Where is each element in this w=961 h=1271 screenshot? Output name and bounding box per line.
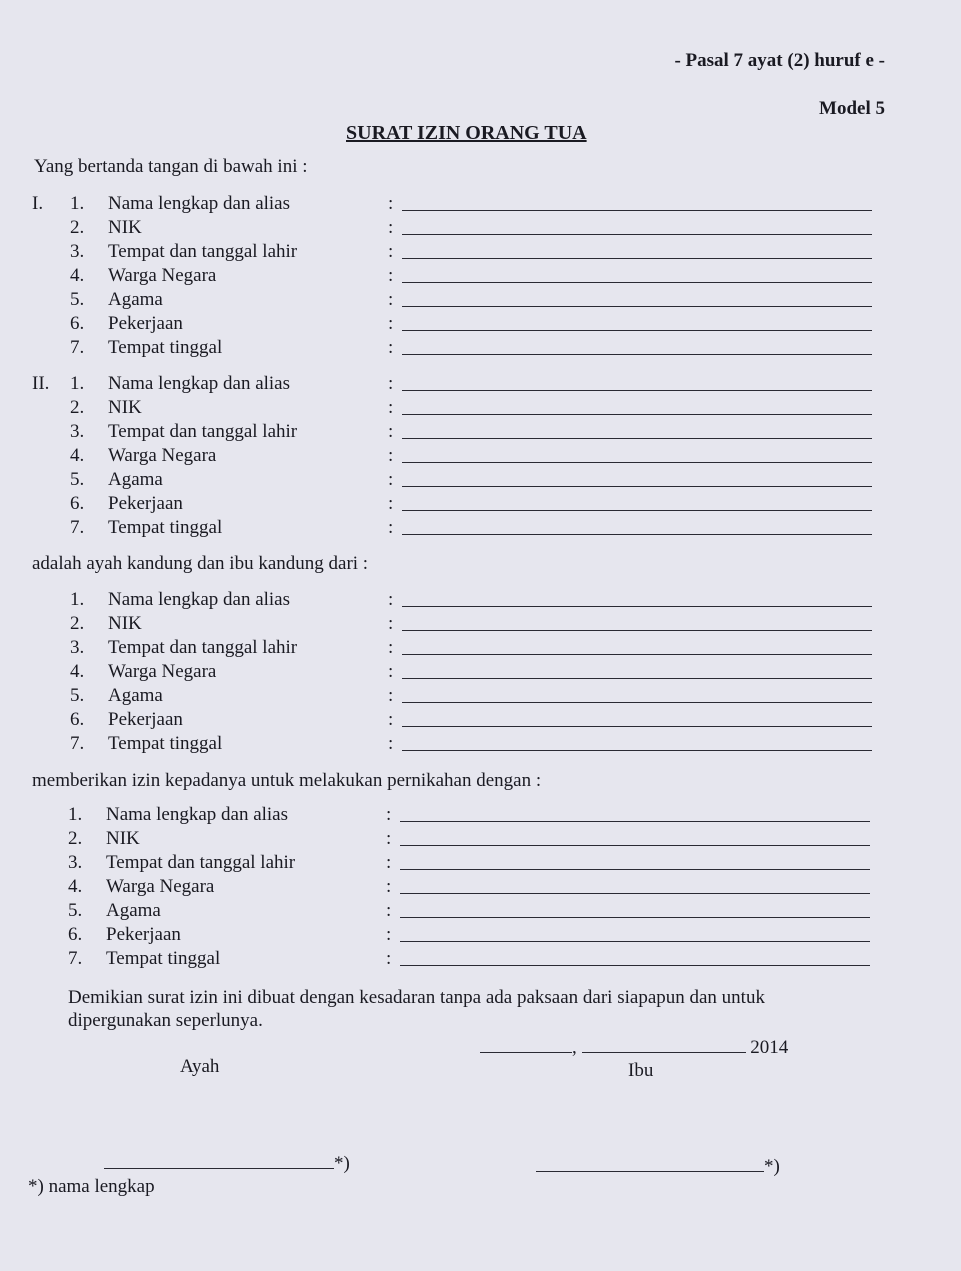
field-label: NIK [108,397,142,418]
field-number: 7. [70,517,85,538]
field-row [30,876,880,900]
field-row [32,421,882,445]
document-title: SURAT IZIN ORANG TUA [346,122,587,144]
field-row [32,517,882,541]
pasal-reference: - Pasal 7 ayat (2) huruf e - [674,50,885,71]
field-colon: : [388,661,394,682]
field-row [32,589,882,613]
mother-name-blank[interactable] [536,1171,764,1172]
fill-line[interactable] [402,390,872,391]
field-row [32,493,882,517]
field-colon: : [388,589,394,610]
field-colon: : [388,637,394,658]
father-label: Ayah [180,1056,220,1077]
field-row [32,313,882,337]
field-row [30,828,880,852]
fill-line[interactable] [402,510,872,511]
field-number: 3. [70,637,85,658]
field-colon: : [388,613,394,634]
field-colon: : [388,217,394,238]
field-label: Warga Negara [108,661,217,682]
field-row [32,613,882,637]
field-colon: : [386,876,392,897]
field-row [32,709,882,733]
field-number: 2. [70,397,85,418]
field-colon: : [388,709,394,730]
father-marker: *) [334,1153,350,1174]
field-row [32,685,882,709]
field-colon: : [388,265,394,286]
field-row [32,637,882,661]
fill-line[interactable] [402,306,872,307]
field-row [30,948,880,972]
field-row [32,337,882,361]
fill-line[interactable] [400,941,870,942]
field-label: Tempat dan tanggal lahir [106,852,296,873]
field-row [30,852,880,876]
closing-paragraph: Demikian surat izin ini dibuat dengan kesadaran tanpa ada paksaan dari siapapun dan untuk dipergunakan seperlunya. [68,987,765,1031]
field-label: Warga Negara [108,265,217,286]
field-row [30,924,880,948]
field-label: Nama lengkap dan alias [108,193,291,214]
field-number: 1. [68,804,83,825]
fill-line[interactable] [400,821,870,822]
field-row [32,241,882,265]
field-label: Tempat dan tanggal lahir [108,637,298,658]
field-number: 3. [70,241,85,262]
field-label: Pekerjaan [108,313,183,334]
field-label: Tempat tinggal [108,733,223,754]
fill-line[interactable] [400,869,870,870]
field-label: Agama [106,900,161,921]
fill-line[interactable] [402,414,872,415]
fill-line[interactable] [402,750,872,751]
field-number: 2. [70,217,85,238]
field-number: 2. [70,613,85,634]
field-label: Agama [108,685,163,706]
permission-text: memberikan izin kepadanya untuk melakukan pernikahan dengan : [32,770,542,791]
field-colon: : [388,337,394,358]
field-number: 3. [70,421,85,442]
field-number: 1. [70,373,85,394]
field-colon: : [388,373,394,394]
field-label: Pekerjaan [108,493,183,514]
field-colon: : [386,948,392,969]
field-row [32,217,882,241]
fill-line[interactable] [402,630,872,631]
field-colon: : [386,804,392,825]
field-row [32,265,882,289]
parents-of-text: adalah ayah kandung dan ibu kandung dari : [32,553,369,574]
father-name-blank[interactable] [104,1168,334,1169]
fill-line[interactable] [402,330,872,331]
field-colon: : [388,313,394,334]
year-text: 2014 [750,1037,789,1058]
field-label: Tempat dan tanggal lahir [108,241,298,262]
field-row [32,373,882,397]
field-number: 1. [70,589,85,610]
field-colon: : [386,924,392,945]
field-label: Tempat tinggal [108,517,223,538]
model-label: Model 5 [819,98,885,119]
field-row [32,733,882,757]
field-number: 6. [70,313,85,334]
roman-numeral: II. [32,373,50,394]
fill-line[interactable] [402,354,872,355]
fill-line[interactable] [402,654,872,655]
fill-line[interactable] [400,917,870,918]
fill-line[interactable] [402,438,872,439]
intro-text: Yang bertanda tangan di bawah ini : [34,156,308,177]
field-number: 2. [68,828,83,849]
place-blank[interactable] [480,1052,572,1053]
date-comma: , [572,1037,577,1058]
field-number: 7. [68,948,83,969]
field-number: 6. [70,493,85,514]
field-colon: : [388,445,394,466]
field-number: 4. [70,445,85,466]
fill-line[interactable] [402,258,872,259]
field-number: 5. [68,900,83,921]
mother-signature [536,1156,780,1178]
field-label: Agama [108,289,163,310]
field-colon: : [388,289,394,310]
field-row [32,397,882,421]
field-colon: : [388,241,394,262]
field-label: Agama [108,469,163,490]
fill-line[interactable] [402,210,872,211]
mother-marker: *) [764,1156,780,1177]
fill-line[interactable] [402,234,872,235]
field-number: 4. [70,661,85,682]
place-date-line [480,1037,788,1059]
fill-line[interactable] [402,606,872,607]
field-label: Pekerjaan [108,709,183,730]
field-colon: : [388,193,394,214]
field-row [32,193,882,217]
field-colon: : [386,828,392,849]
field-colon: : [386,900,392,921]
field-number: 5. [70,289,85,310]
field-number: 7. [70,337,85,358]
field-number: 6. [70,709,85,730]
field-label: Pekerjaan [106,924,181,945]
field-label: Warga Negara [106,876,215,897]
field-colon: : [388,685,394,706]
field-colon: : [388,397,394,418]
fill-line[interactable] [402,462,872,463]
field-row [32,469,882,493]
field-number: 5. [70,469,85,490]
roman-numeral: I. [32,193,44,214]
field-number: 6. [68,924,83,945]
field-number: 4. [68,876,83,897]
fill-line[interactable] [400,965,870,966]
footnote: *) nama lengkap [28,1176,155,1197]
field-label: Warga Negara [108,445,217,466]
field-row [32,289,882,313]
field-row [32,661,882,685]
field-number: 5. [70,685,85,706]
field-label: NIK [108,613,142,634]
field-label: Nama lengkap dan alias [108,589,291,610]
field-label: Tempat tinggal [108,337,223,358]
fill-line[interactable] [402,534,872,535]
field-label: Tempat dan tanggal lahir [108,421,298,442]
field-row [30,804,880,828]
fill-line[interactable] [402,486,872,487]
field-label: Nama lengkap dan alias [106,804,289,825]
field-row [30,900,880,924]
fill-line[interactable] [402,726,872,727]
field-label: NIK [106,828,140,849]
fill-line[interactable] [400,845,870,846]
field-number: 1. [70,193,85,214]
fill-line[interactable] [402,678,872,679]
fill-line[interactable] [400,893,870,894]
field-colon: : [388,421,394,442]
field-label: NIK [108,217,142,238]
field-label: Nama lengkap dan alias [108,373,291,394]
field-colon: : [388,733,394,754]
field-colon: : [388,493,394,514]
field-row [32,445,882,469]
field-number: 7. [70,733,85,754]
field-number: 4. [70,265,85,286]
field-colon: : [388,517,394,538]
date-blank[interactable] [582,1052,746,1053]
field-colon: : [388,469,394,490]
mother-label: Ibu [628,1060,654,1081]
field-colon: : [386,852,392,873]
father-signature [104,1153,350,1175]
field-number: 3. [68,852,83,873]
fill-line[interactable] [402,702,872,703]
field-label: Tempat tinggal [106,948,221,969]
fill-line[interactable] [402,282,872,283]
